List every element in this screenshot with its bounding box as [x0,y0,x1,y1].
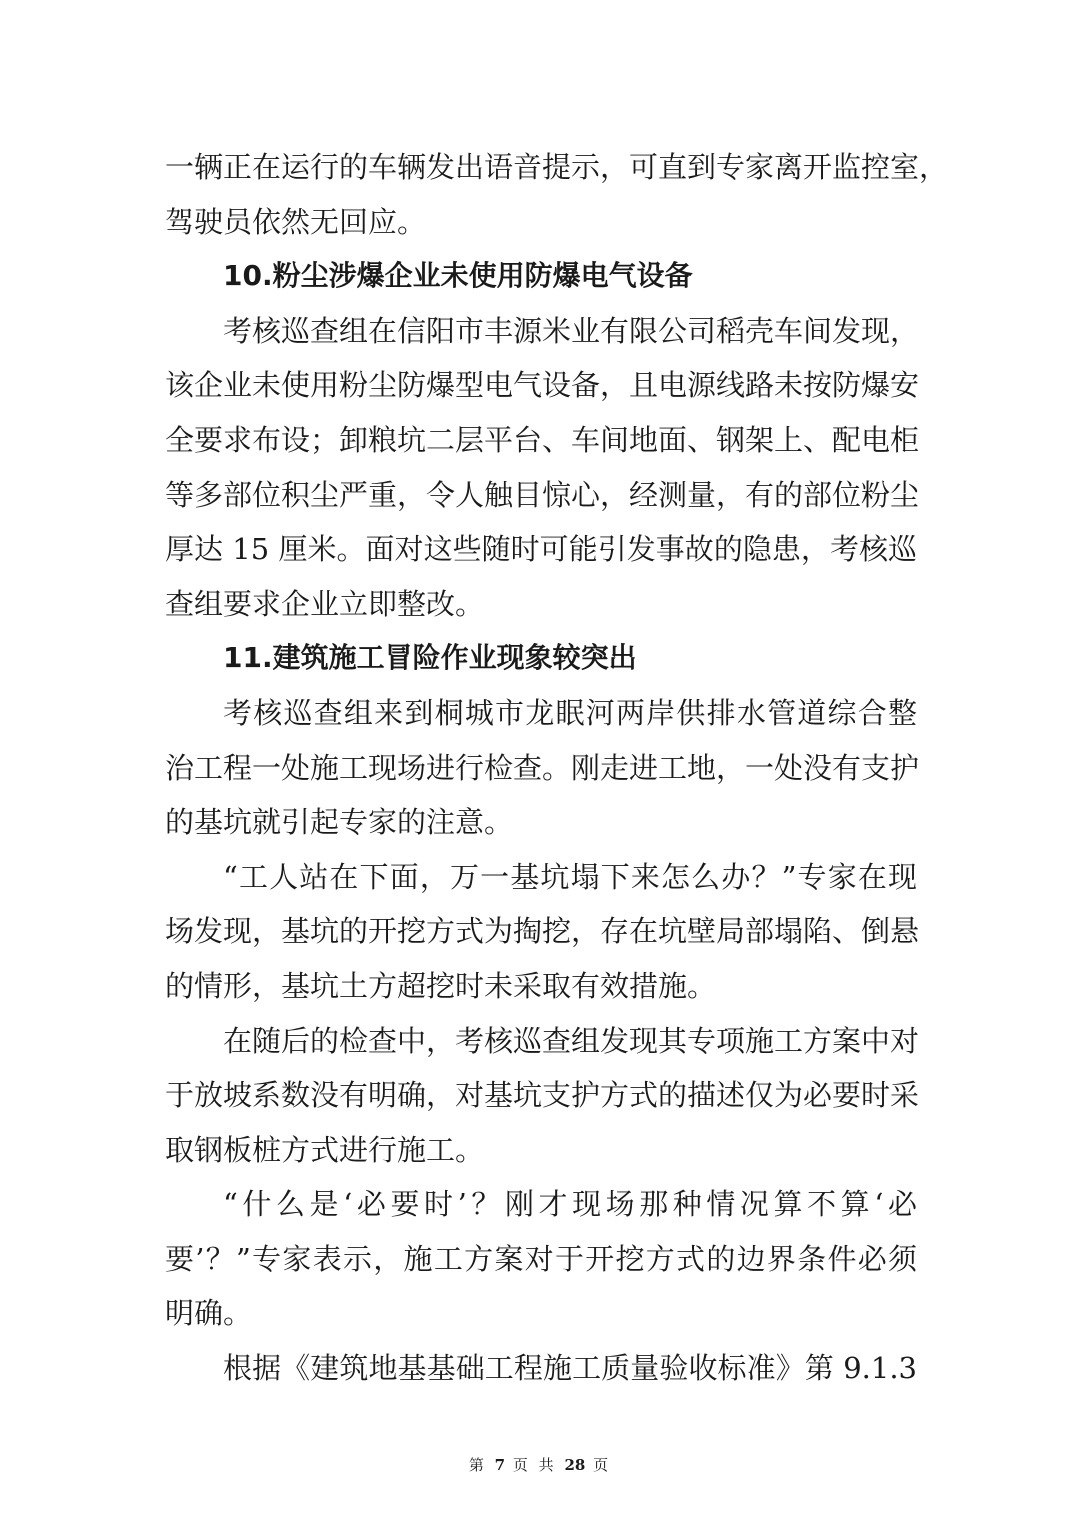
text-line: “什么是‘必要时’？刚才现场那种情况算不算‘必 [223,1187,917,1222]
paragraph [165,850,920,1014]
paragraph [165,1014,920,1178]
paragraph [165,140,949,249]
text-line: 要’？”专家表示，施工方案对于开挖方式的边界条件必须 [165,1241,917,1276]
paragraph [165,686,920,850]
text-line: 一辆正在运行的车辆发出语音提示，可直到专家离开监控室， [165,150,949,184]
footer-middle: 页 共 [512,1456,557,1474]
total-page-count: 28 [564,1456,586,1474]
text-line: 驾驶员依然无回应。 [165,204,427,239]
text-line: 等多部位积尘严重，令人触目惊心，经测量，有的部位粉尘 [165,477,920,512]
current-page-number: 7 [494,1456,506,1474]
text-line: 取钢板桩方式进行施工。 [165,1132,485,1167]
paragraph [165,304,920,632]
text-line: 全要求布设；卸粮坑二层平台、车间地面、钢架上、配电柜 [165,422,920,457]
text-line: 根据《建筑地基基础工程施工质量验收标准》第 9.1.3 [223,1351,917,1386]
text-line: 在随后的检查中，考核巡查组发现其专项施工方案中对 [223,1023,920,1058]
text-line: 于放坡系数没有明确，对基坑支护方式的描述仅为必要时采 [165,1078,920,1113]
footer-suffix: 页 [593,1456,612,1474]
section-heading: 11.建筑施工冒险作业现象较突出 [223,641,637,675]
document-body [165,140,949,1396]
text-line: 该企业未使用粉尘防爆型电气设备，且电源线路未按防爆安 [165,368,920,403]
text-line: 明确。 [165,1296,253,1331]
footer-prefix: 第 [468,1456,487,1474]
text-line: “工人站在下面，万一基坑塌下来怎么办？”专家在现 [223,859,917,894]
text-line: 的情形，基坑土方超挖时未采取有效措施。 [165,968,717,1003]
text-line: 的基坑就引起专家的注意。 [165,805,514,840]
paragraph [165,1341,917,1396]
text-line: 厚达 15 厘米。面对这些随时可能引发事故的隐患，考核巡 [165,532,917,567]
text-line: 场发现，基坑的开挖方式为掏挖，存在坑壁局部塌陷、倒悬 [165,914,920,949]
text-line: 查组要求企业立即整改。 [165,586,485,621]
text-line: 考核巡查组在信阳市丰源米业有限公司稻壳车间发现， [223,313,920,348]
text-line: 考核巡查组来到桐城市龙眠河两岸供排水管道综合整 [223,695,917,730]
paragraph [165,1177,917,1341]
section-heading: 10.粉尘涉爆企业未使用防爆电气设备 [223,259,693,293]
page-footer [0,1454,1080,1475]
text-line: 治工程一处施工现场进行检查。刚走进工地，一处没有支护 [165,750,920,785]
